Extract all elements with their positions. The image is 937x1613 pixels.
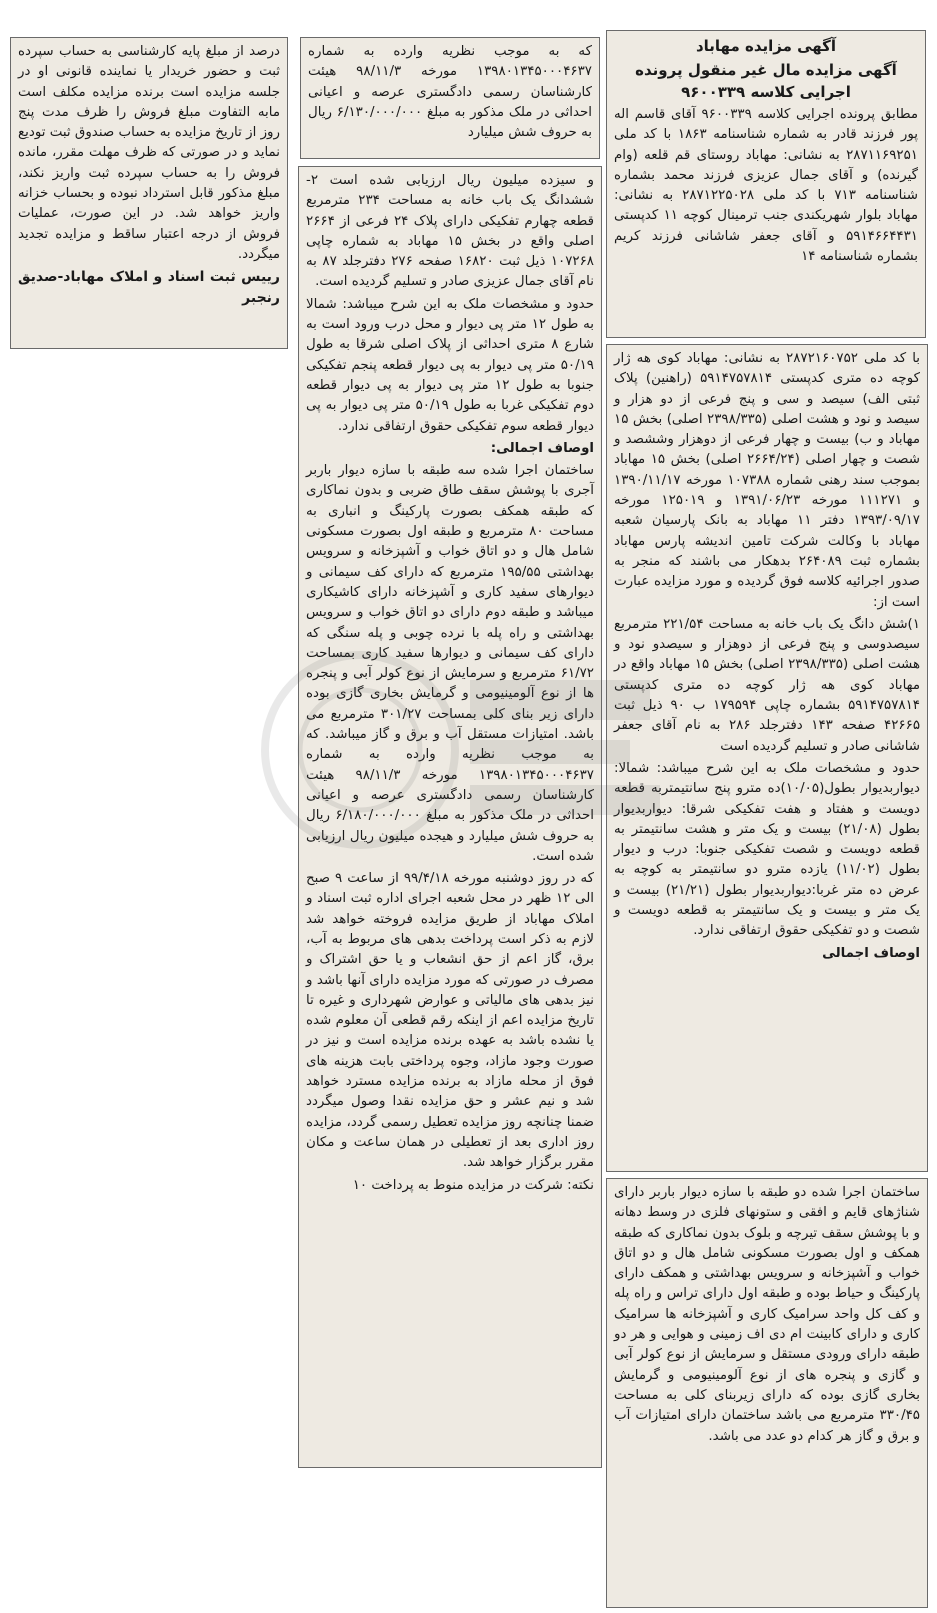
signature-line: رییس ثبت اسناد و املاک مهاباد-صدیق رنجبر (18, 269, 280, 306)
right-top-paragraph: مطابق پرونده اجرایی کلاسه ۹۶۰۰۳۳۹ آقای قاسم اله پور فرزند قادر به شماره شناسنامه ۱۸۶۳ با کد ملی ۲۸۷۱۱۶۹۲۵۱ به نشانی: مهاباد روستای قم قلعه (وام گیرنده) و آقای جمال عزیزی فرزند محمد بشماره شناسنامه ۷۱۳ با کد ملی ۲۸۷۱۲۲۵۰۲۸ به نشانی: مهاباد بلوار شهریکندی جنب ترمینال کوچه ۱۱ کدپستی ۵۹۱۴۶۶۴۴۳۱ و آقای جعفر شاشانی فرزند کریم بشماره شناسنامه ۱۴ (614, 107, 918, 265)
middle-top-clip (300, 37, 600, 159)
right-middle-paragraph-1: با کد ملی ۲۸۷۲۱۶۰۷۵۲ به نشانی: مهاباد کوی هه ژار کوچه ده متری کدپستی ۵۹۱۴۷۵۷۸۱۴ (راهنین) پلاک ثبتی الف) سیصد و سی و پنج فرعی از دو هزار و سیصد و نود و هشت اصلی (۲۳۹۸/۳۳۵ اصلی) بخش ۱۵ مهاباد و ب) بیست و چهار فرعی از دوهزار وششصد و شصت و چهار اصلی (۲۶۶۴/۲۴ اصلی) بخش ۱۵ مهاباد بموجب سند رهنی شماره ۱۰۷۳۸۸ مورخه ۱۳۹۰/۱۱/۱۷ و ۱۱۱۲۷۱ مورخه ۱۳۹۱/۰۶/۲۳ و ۱۲۵۰۱۹ مورخه ۱۳۹۳/۰۹/۱۷ دفتر ۱۱ مهاباد به بانک پارسیان شعبه مهاباد با وکالت شرکت تامین اندیشه پارس مهاباد بشماره ثبت ۲۶۴۰۸۹ بدهکار می باشند که منجر به صدور اجرائیه کلاسه فوق گردیده و مورد مزایده عبارت است از: (614, 351, 921, 610)
middle-main-clip (298, 166, 602, 1468)
right-middle-paragraph-3: حدود و مشخصات ملک به این شرح میباشد: شمالا: دیواربدیوار بطول(۱۰/۰۵)ده مترو پنج سانتیمتربه قطعه دویست و هفتاد و هفت تفکیکی شرقا: دیواربدیوار بطول (۲۱/۰۸) بیست و یک متر و هشت سانتیمتر به قطعه دویست و شصت تفکیکی جنوبا: درب و دیوار بطول (۱۱/۰۲) یازده مترو دو سانتیمتر به کوچه به عرض ده متر غربا:دیواربدیوار بطول (۲۱/۲۱) بیست و یک متر و بیست و یک سانتیمتر به قطعه دویست و شصت و دو تفکیکی حقوق ارتفاقی ندارد. (614, 760, 920, 939)
left-column-clip (10, 37, 288, 349)
ad-subtitle: آگهی مزایده مال غیر منقول پرونده اجرایی کلاسه ۹۶۰۰۳۳۹ (635, 61, 897, 101)
right-top-clip (606, 30, 926, 338)
middle-paragraph-5: نکته: شرکت در مزایده منوط به پرداخت ۱۰ (352, 1177, 594, 1193)
ad-title: آگهی مزایده مهاباد (695, 37, 837, 55)
middle-paragraph-1: و سیزده میلیون ریال ارزیابی شده است ۲- ششدانگ یک باب خانه به مساحت ۲۳۴ مترمربع قطعه چهارم تفکیکی دارای پلاک ۲۴ فرعی از ۲۶۶۴ اصلی واقع در بخش ۱۵ مهاباد به شماره چاپی ۱۰۷۲۶۸ ذیل ثبت ۱۶۸۲۰ صفحه ۲۷۶ دفترجلد ۸۷ به نام آقای جمال عزیزی صادر و تسلیم گردیده است. (306, 173, 595, 290)
right-middle-paragraph-2: ۱)شش دانگ یک باب خانه به مساحت ۲۲۱/۵۴ مترمربع سیصدوسی و پنج فرعی از دوهزار و سیصدو نود و هشت اصلی (۲۳۹۸/۳۳۵ اصلی) بخش ۱۵ مهاباد واقع در مهاباد کوی هه ژار کوچه ده متری کدپستی ۵۹۱۴۷۵۷۸۱۴ بشماره چاپی ۱۷۹۵۹۴ ب ۹۰ ذیل ثبت ۴۲۶۶۵ صفحه ۱۴۳ دفترجلد ۲۸۶ به نام آقای جعفر شاشانی صادر و تسلیم گردیده است (614, 616, 921, 754)
middle-section-label: اوصاف اجمالی: (490, 440, 594, 456)
right-bottom-clip (606, 1178, 928, 1608)
middle-paragraph-3: ساختمان اجرا شده سه طبقه با سازه دیوار باربر آجری با پوشش سقف طاق ضربی و بدون نماکاری که طبقه همکف بصورت پارکینگ و انباری به مساحت ۸۰ مترمربع و طبقه اول بصورت مسکونی شامل هال و دو اتاق خواب و آشپزخانه و سرویس بهداشتی ۱۹۵/۵۵ مترمربع که دارای کف سیمانی و دیوارهای سفید کاری و آشپزخانه دارای کاشیکاری میباشد و طبقه دوم دارای دو اتاق خواب و سرویس بهداشتی و راه پله با نرده چوبی و پله سنگی که دارای کف سیمانی و دیوارها سفید کاری بمساحت ۶۱/۷۲ مترمربع و سرمایش از نوع کولر آبی و پنجره ها از نوع آلومینیومی و گرمایش بخاری گازی بوده دارای زیر بنای کلی بمساحت ۳۰۱/۲۷ مترمربع می باشد. امتیازات مستقل آب و برق و گاز میباشد. که به موجب نظریه وارده به شماره ۱۳۹۸۰۱۳۴۵۰۰۰۴۶۳۷ مورخه ۹۸/۱۱/۳ هیئت کارشناسان رسمی دادگستری عرصه و اعیانی احداثی در ملک مذکور به مبلغ ۶/۱۸۰/۰۰۰/۰۰۰ ریال به حروف شش میلیارد و هیجده میلیون ریال ارزیابی شده است. (306, 463, 595, 864)
right-section-label: اوصاف اجمالی (822, 945, 920, 961)
right-middle-clip (606, 344, 928, 1172)
middle-paragraph-4: که در روز دوشنبه مورخه ۹۹/۴/۱۸ از ساعت ۹ صبح الی ۱۲ ظهر در محل شعبه اجرای اداره ثبت اسناد و املاک مهاباد از طریق مزایده فروخته خواهد شد لازم به ذکر است پرداخت بدهی های مربوط به آب، برق، گاز اعم از حق انشعاب و یا حق اشتراک و مصرف در صورتی که مورد مزایده دارای آنها باشد و نیز بدهی های مالیاتی و عوارض شهرداری و غیره تا تاریخ مزایده اعم از اینکه رقم قطعی آن معلوم شده یا نشده باشد به عهده برنده مزایده است و نیز در صورت وجود مازاد، وجوه پرداختی بابت هزینه های فوق از محله مازاد به برنده مزایده مسترد خواهد شد و نیم عشر و حق مزایده نقدا وصول میگردد ضمنا چنانچه روز مزایده تعطیل رسمی گردد، مزایده روز اداری بعد از تعطیلی در همان ساعت و مکان مقرر برگزار خواهد شد. (306, 871, 594, 1171)
middle-top-paragraph: که به موجب نظریه وارده به شماره ۱۳۹۸۰۱۳۴۵۰۰۰۴۶۳۷ مورخه ۹۸/۱۱/۳ هیئت کارشناسان رسمی دادگستری عرصه و اعیانی احداثی در ملک مذکور به مبلغ ۶/۱۳۰/۰۰۰/۰۰۰ ریال به حروف شش میلیارد (308, 44, 592, 141)
right-bottom-paragraph: ساختمان اجرا شده دو طبقه با سازه دیوار باربر دارای شناژهای قایم و افقی و ستونهای فلزی در وسط دهانه و با پوشش سقف تیرچه و بلوک بدون نماکاری که طبقه همکف و اول بصورت مسکونی شامل هال و دو اتاق خواب و آشپزخانه و سرویس بهداشتی و همکف دارای پارکینگ و حیاط بوده و طبقه اول دارای تراس و راه پله و کف کل واحد سرامیک کاری و آشپزخانه ها سرامیک کاری و دارای کابینت ام دی اف زمینی و هوایی و هر دو طبقه دارای ورودی مستقل و سرمایش از نوع کولر آبی و گازی و پنجره های از نوع آلومینیومی و گرمایش بخاری گازی بوده که دارای زیربنای کلی به مساحت ۳۳۰/۴۵ مترمربع می باشد ساختمان دارای امتیازات آب و برق و گاز هر کدام دو عدد می باشد. (614, 1185, 920, 1444)
left-paragraph: درصد از مبلغ پایه کارشناسی به حساب سپرده ثبت و حضور خریدار یا نماینده قانونی او در جلسه مزایده است برنده مزایده مکلف است مابه التفاوت مبلغ فروش را ظرف مدت پنج روز از تاریخ مزایده به حساب صندوق ثبت تودیع نماید و در صورتی که ظرف مهلت مقرر، مانده فروش را به حساب سپرده ثبت واریز نکند، مبلغ مذکور قابل استرداد نبوده و بحساب خزانه واریز خواهد شد. در این صورت، عملیات فروش از درجه اعتبار ساقط و مزایده تجدید میگردد. (18, 44, 280, 262)
middle-paragraph-2: حدود و مشخصات ملک به این شرح میباشد: شمالا به طول ۱۲ متر پی دیوار و محل درب ورود است به شارع ۸ متری احداثی از پلاک اصلی شرقا به طول ۵۰/۱۹ متر پی دیوار به پی دیوار قطعه پنجم تفکیکی جنوبا به طول ۱۲ متر پی دیوار به پی دیوار قطعه دوم تفکیکی غربا به طول ۵۰/۱۹ متر پی دیوار به پی دیوار قطعه سوم تفکیکی حقوق ارتفاقی ندارد. (306, 296, 594, 434)
